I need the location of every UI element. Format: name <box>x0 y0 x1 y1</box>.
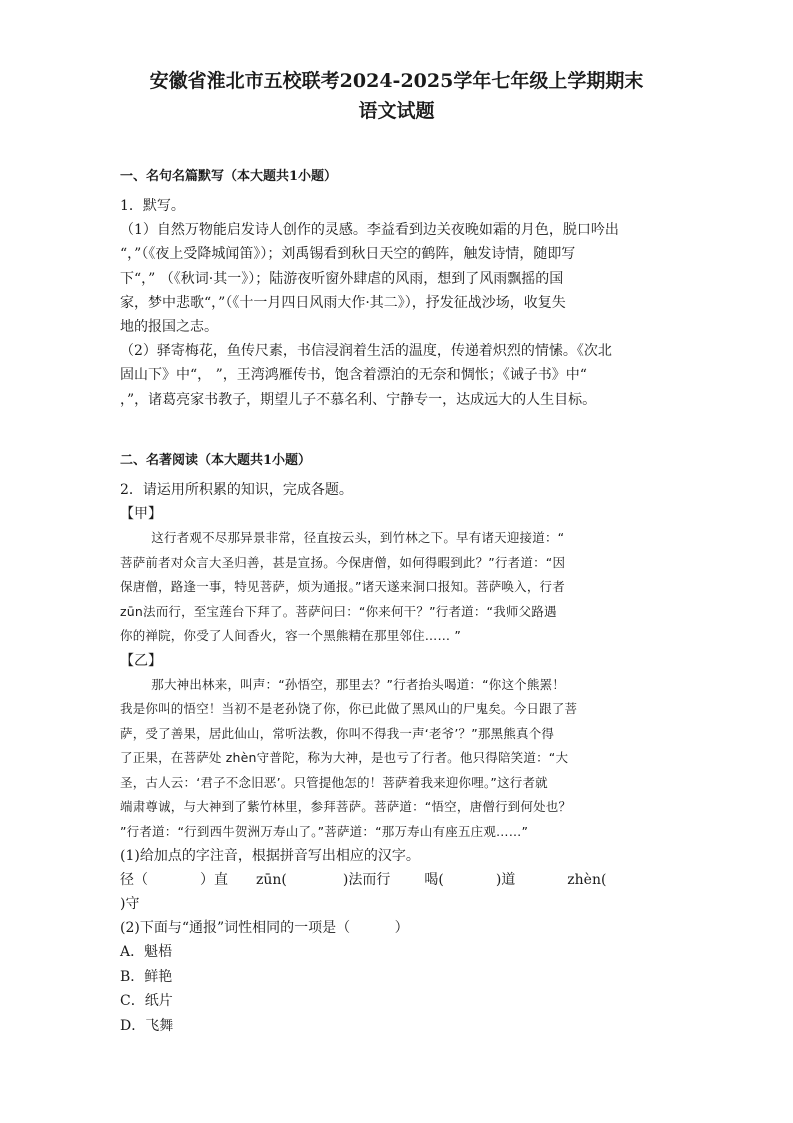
option-a: A．魁梧 <box>120 944 173 961</box>
passage-line: 菩萨前者对众言大圣归善，甚是宣扬。今保唐僧，如何得暇到此？”行者道：“因 <box>120 554 566 570</box>
passage-line: 圣，古人云：‘君子不念旧恶’。只管提他怎的！菩萨着我来迎你哩。”这行者就 <box>120 774 548 790</box>
passage-line: zūn法而行，至宝莲台下拜了。菩萨问曰：“你来何干？”行者道：“我师父路遇 <box>120 603 557 619</box>
section-2-heading: 二、名著阅读（本大题共1小题） <box>120 452 312 468</box>
exam-title-line-2: 语文试题 <box>358 100 435 122</box>
fill-item-d: )法而行 <box>342 872 391 889</box>
text-line: 地的报国之志。 <box>120 319 218 336</box>
section-1-heading: 一、名句名篇默写（本大题共1小题） <box>120 169 338 184</box>
passage-line: 保唐僧，路逢一事，特见菩萨，烦为通报。”诸天遂来洞口报知。菩萨唤入，行者 <box>120 579 565 595</box>
fill-item-c: zūn( <box>256 872 287 889</box>
fill-item-e: 喝( <box>424 872 444 889</box>
text-line: 下“，” （《秋词·其一》）；陆游夜听窗外肆虐的风雨，想到了风雨飘摇的国 <box>120 270 564 287</box>
option-c: C．纸片 <box>120 993 173 1010</box>
sub-question-1: (1)给加点的字注音，根据拼音写出相应的汉字。 <box>120 848 420 865</box>
fill-item-b: ）直 <box>200 872 228 889</box>
passage-yi <box>120 673 673 845</box>
passage-line: 端肃尊诚，与大神到了紫竹林里，参拜菩萨。菩萨道：“悟空，唐僧行到何处也？ <box>120 799 572 815</box>
exam-title <box>120 66 673 126</box>
fill-item-f: )道 <box>495 872 516 889</box>
text-line: （2）驿寄梅花，鱼传尺素，书信浸润着生活的温度，传递着炽烈的情愫。《次北 <box>120 343 612 360</box>
question-2-label: 2．请运用所积累的知识，完成各题。 <box>120 481 353 498</box>
fill-item-h: )守 <box>120 896 140 913</box>
passage-jia-label: 【甲】 <box>120 506 162 523</box>
text-line: 家，梦中悲歌“，”（《十一月四日风雨大作·其二》），抒发征战沙场，收复失 <box>120 294 566 311</box>
passage-line: 那大神出林来，叫声：“孙悟空，那里去？”行者抬头喝道：“你这个熊罴！ <box>151 676 565 692</box>
fill-in-row-wrap <box>120 892 673 916</box>
passage-line: 萨，受了善果，居此仙山，常听法教，你叫不得我一声‘老爷’？”那黑熊真个得 <box>120 725 555 741</box>
exam-title-line-1: 安徽省淮北市五校联考2024-2025学年七年级上学期期末 <box>149 70 644 92</box>
passage-line: 我是你叫的悟空！当初不是老孙饶了你，你已此做了黑风山的尸鬼矣。今日跟了菩 <box>120 701 578 717</box>
passage-line: 这行者观不尽那异景非常，径直按云头，到竹林之下。早有诸天迎接道：“ <box>151 530 565 546</box>
passage-jia <box>120 526 673 649</box>
passage-yi-label: 【乙】 <box>120 652 162 669</box>
option-d: D．飞舞 <box>120 1017 174 1034</box>
text-line: （1）自然万物能启发诗人创作的灵感。李益看到边关夜晚如霜的月色，脱口吟出 <box>120 222 619 239</box>
passage-line: ”行者道：“行到西牛贺洲万寿山了。”菩萨道：“那万寿山有座五庄观……” <box>120 823 529 839</box>
question-1-part-1 <box>120 218 673 339</box>
text-line: 固山下》中“， ”，王湾鸿雁传书，饱含着漂泊的无奈和惆怅；《诫子书》中“ <box>120 367 587 384</box>
fill-item-g: zhèn( <box>567 872 607 889</box>
text-line: ，”，诸葛亮家书教子，期望儿子不慕名利、宁静专一，达成远大的人生目标。 <box>120 391 597 408</box>
fill-in-row <box>120 868 673 892</box>
options-list <box>120 940 673 1038</box>
passage-line: 了正果，在菩萨处 zhèn守普陀，称为大神，是也亏了行者。他只得陪笑道：“大 <box>120 750 569 766</box>
question-1-label: 1．默写。 <box>120 198 185 214</box>
fill-item-a: 径（ <box>120 872 148 889</box>
sub-question-2: (2)下面与“通报”词性相同的一项是（ ） <box>120 920 409 937</box>
passage-line: 你的禅院，你受了人间香火，容一个黑熊精在那里邻住…… ” <box>120 628 462 644</box>
text-line: “，”（《夜上受降城闻笛》）；刘禹锡看到秋日天空的鹤阵，触发诗情，随即写 <box>120 246 576 263</box>
option-b: B．鲜艳 <box>120 968 173 985</box>
question-1-part-2 <box>120 339 673 412</box>
